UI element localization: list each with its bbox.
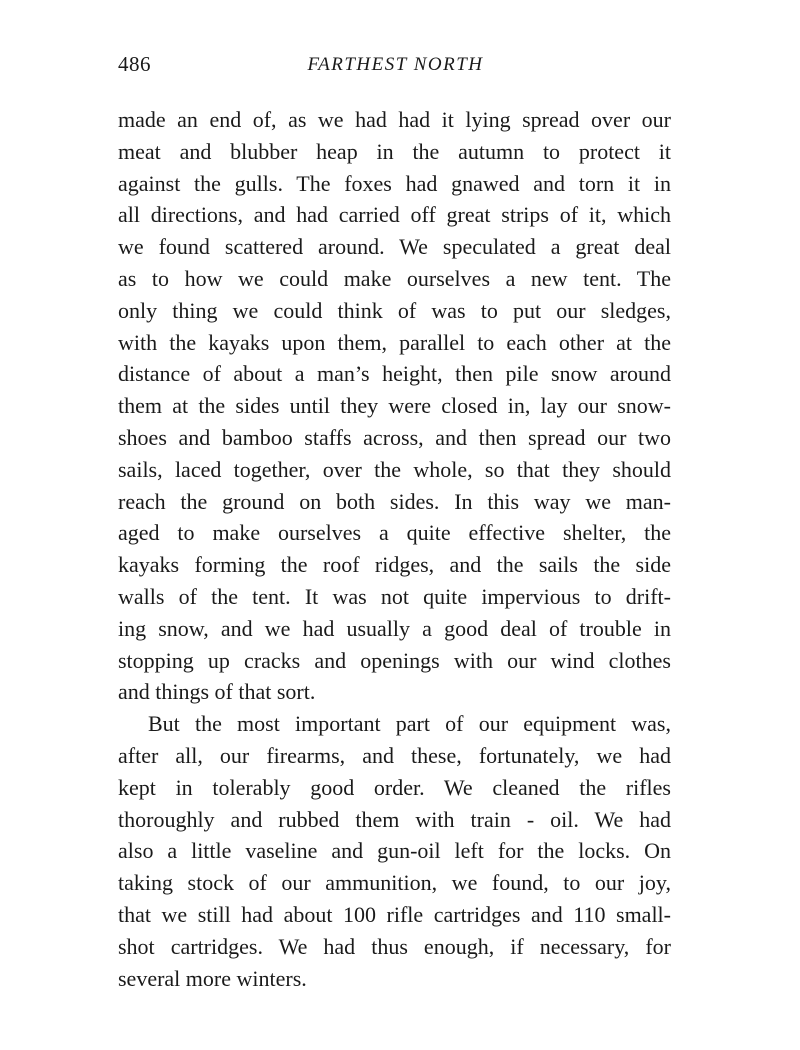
body-text (118, 104, 671, 994)
text-line: and things of that sort. (118, 679, 316, 705)
text-line: kayaks forming the roof ridges, and the sails the side (118, 552, 671, 578)
text-line: shoes and bamboo staffs across, and then spread our two (118, 424, 671, 450)
text-line: all directions, and had carried off great strips of it, which (118, 202, 671, 228)
text-line: taking stock of our ammunition, we found, to our joy, (118, 870, 671, 896)
text-line: But the most important part of our equipment was, (148, 711, 671, 737)
text-line: as to how we could make ourselves a new tent. The (118, 265, 671, 291)
text-line: kept in tolerably good order. We cleaned the rifles (118, 774, 671, 800)
text-line: walls of the tent. It was not quite impervious to drift- (118, 583, 671, 609)
text-line: that we still had about 100 rifle cartridges and 110 small- (118, 901, 671, 927)
text-line: aged to make ourselves a quite effective shelter, the (118, 520, 671, 546)
text-line: reach the ground on both sides. In this way we man- (118, 488, 671, 514)
text-line: distance of about a man’s height, then pile snow around (118, 361, 671, 387)
paragraph-1 (118, 104, 671, 708)
text-line: we found scattered around. We speculated a great deal (118, 234, 671, 260)
paragraph-2 (118, 708, 671, 994)
text-line: meat and blubber heap in the autumn to protect it (118, 138, 671, 164)
running-title: FARTHEST NORTH (307, 54, 484, 75)
text-line: also a little vaseline and gun-oil left for the locks. On (118, 838, 671, 864)
text-line: with the kayaks upon them, parallel to each other at the (118, 329, 671, 355)
text-line: made an end of, as we had had it lying spread over our (118, 107, 671, 132)
text-line: shot cartridges. We had thus enough, if necessary, for (118, 933, 671, 959)
running-head (118, 52, 673, 82)
text-line: ing snow, and we had usually a good deal of trouble in (118, 615, 671, 641)
text-line: only thing we could think of was to put our sledges, (118, 297, 671, 323)
text-line: them at the sides until they were closed in, lay our snow- (118, 393, 671, 419)
text-line: after all, our firearms, and these, fortunately, we had (118, 742, 671, 768)
text-line: sails, laced together, over the whole, so that they should (118, 456, 671, 482)
text-line: against the gulls. The foxes had gnawed and torn it in (118, 170, 671, 196)
page-number: 486 (118, 52, 151, 76)
text-line: several more winters. (118, 965, 307, 991)
text-line: stopping up cracks and openings with our wind clothes (118, 647, 671, 673)
text-line: thoroughly and rubbed them with train - oil. We had (118, 806, 671, 832)
